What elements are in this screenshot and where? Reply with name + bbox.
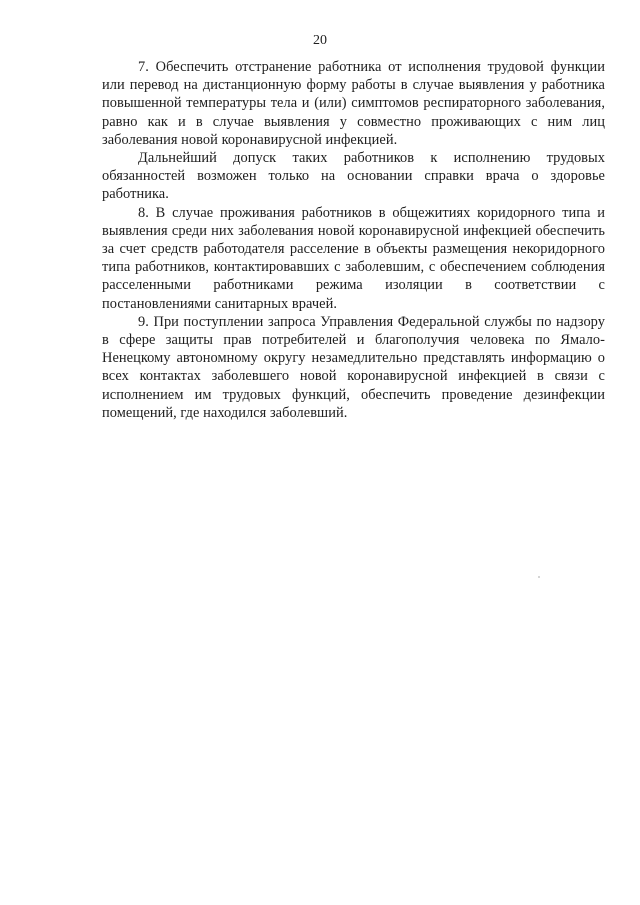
scan-artifact [538, 576, 540, 578]
paragraph-item-7: 7. Обеспечить отстранение работника от исполнения трудовой функции или перевод на дистанционную форму работы в случае выявления у работника повышенной температуры тела и (или) симптомов респираторного заболевания, равно как и в случае выявления у совместно проживающих с ним лиц заболевания новой коронавирусной инфекцией. [102, 59, 605, 148]
paragraph-item-8: 8. В случае проживания работников в общежитиях коридорного типа и выявления среди них заболевания новой коронавирусной инфекцией обеспечить за счет средств работодателя расселение в объекты размещения некоридорного типа работников, контактировавших с заболевшим, с обеспечением соблюдения расселенными работниками режима изоляции в соответствии с постановлениями санитарных врачей. [102, 204, 605, 312]
paragraph-item-7-continuation: Дальнейший допуск таких работников к исполнению трудовых обязанностей возможен только на основании справки врача о здоровье работника. [102, 150, 605, 203]
page-number: 20 [313, 33, 327, 48]
paragraph-item-9: 9. При поступлении запроса Управления Федеральной службы по надзору в сфере защиты прав потребителей и благополучия человека по Ямало-Ненецкому автономному округу незамедлительно представлять информацию о всех контактах заболевшего новой коронавирусной инфекцией в связи с исполнением им трудовых функций, обеспечить проведение дезинфекции помещений, где находился заболевший. [102, 313, 605, 421]
document-body [102, 58, 605, 422]
